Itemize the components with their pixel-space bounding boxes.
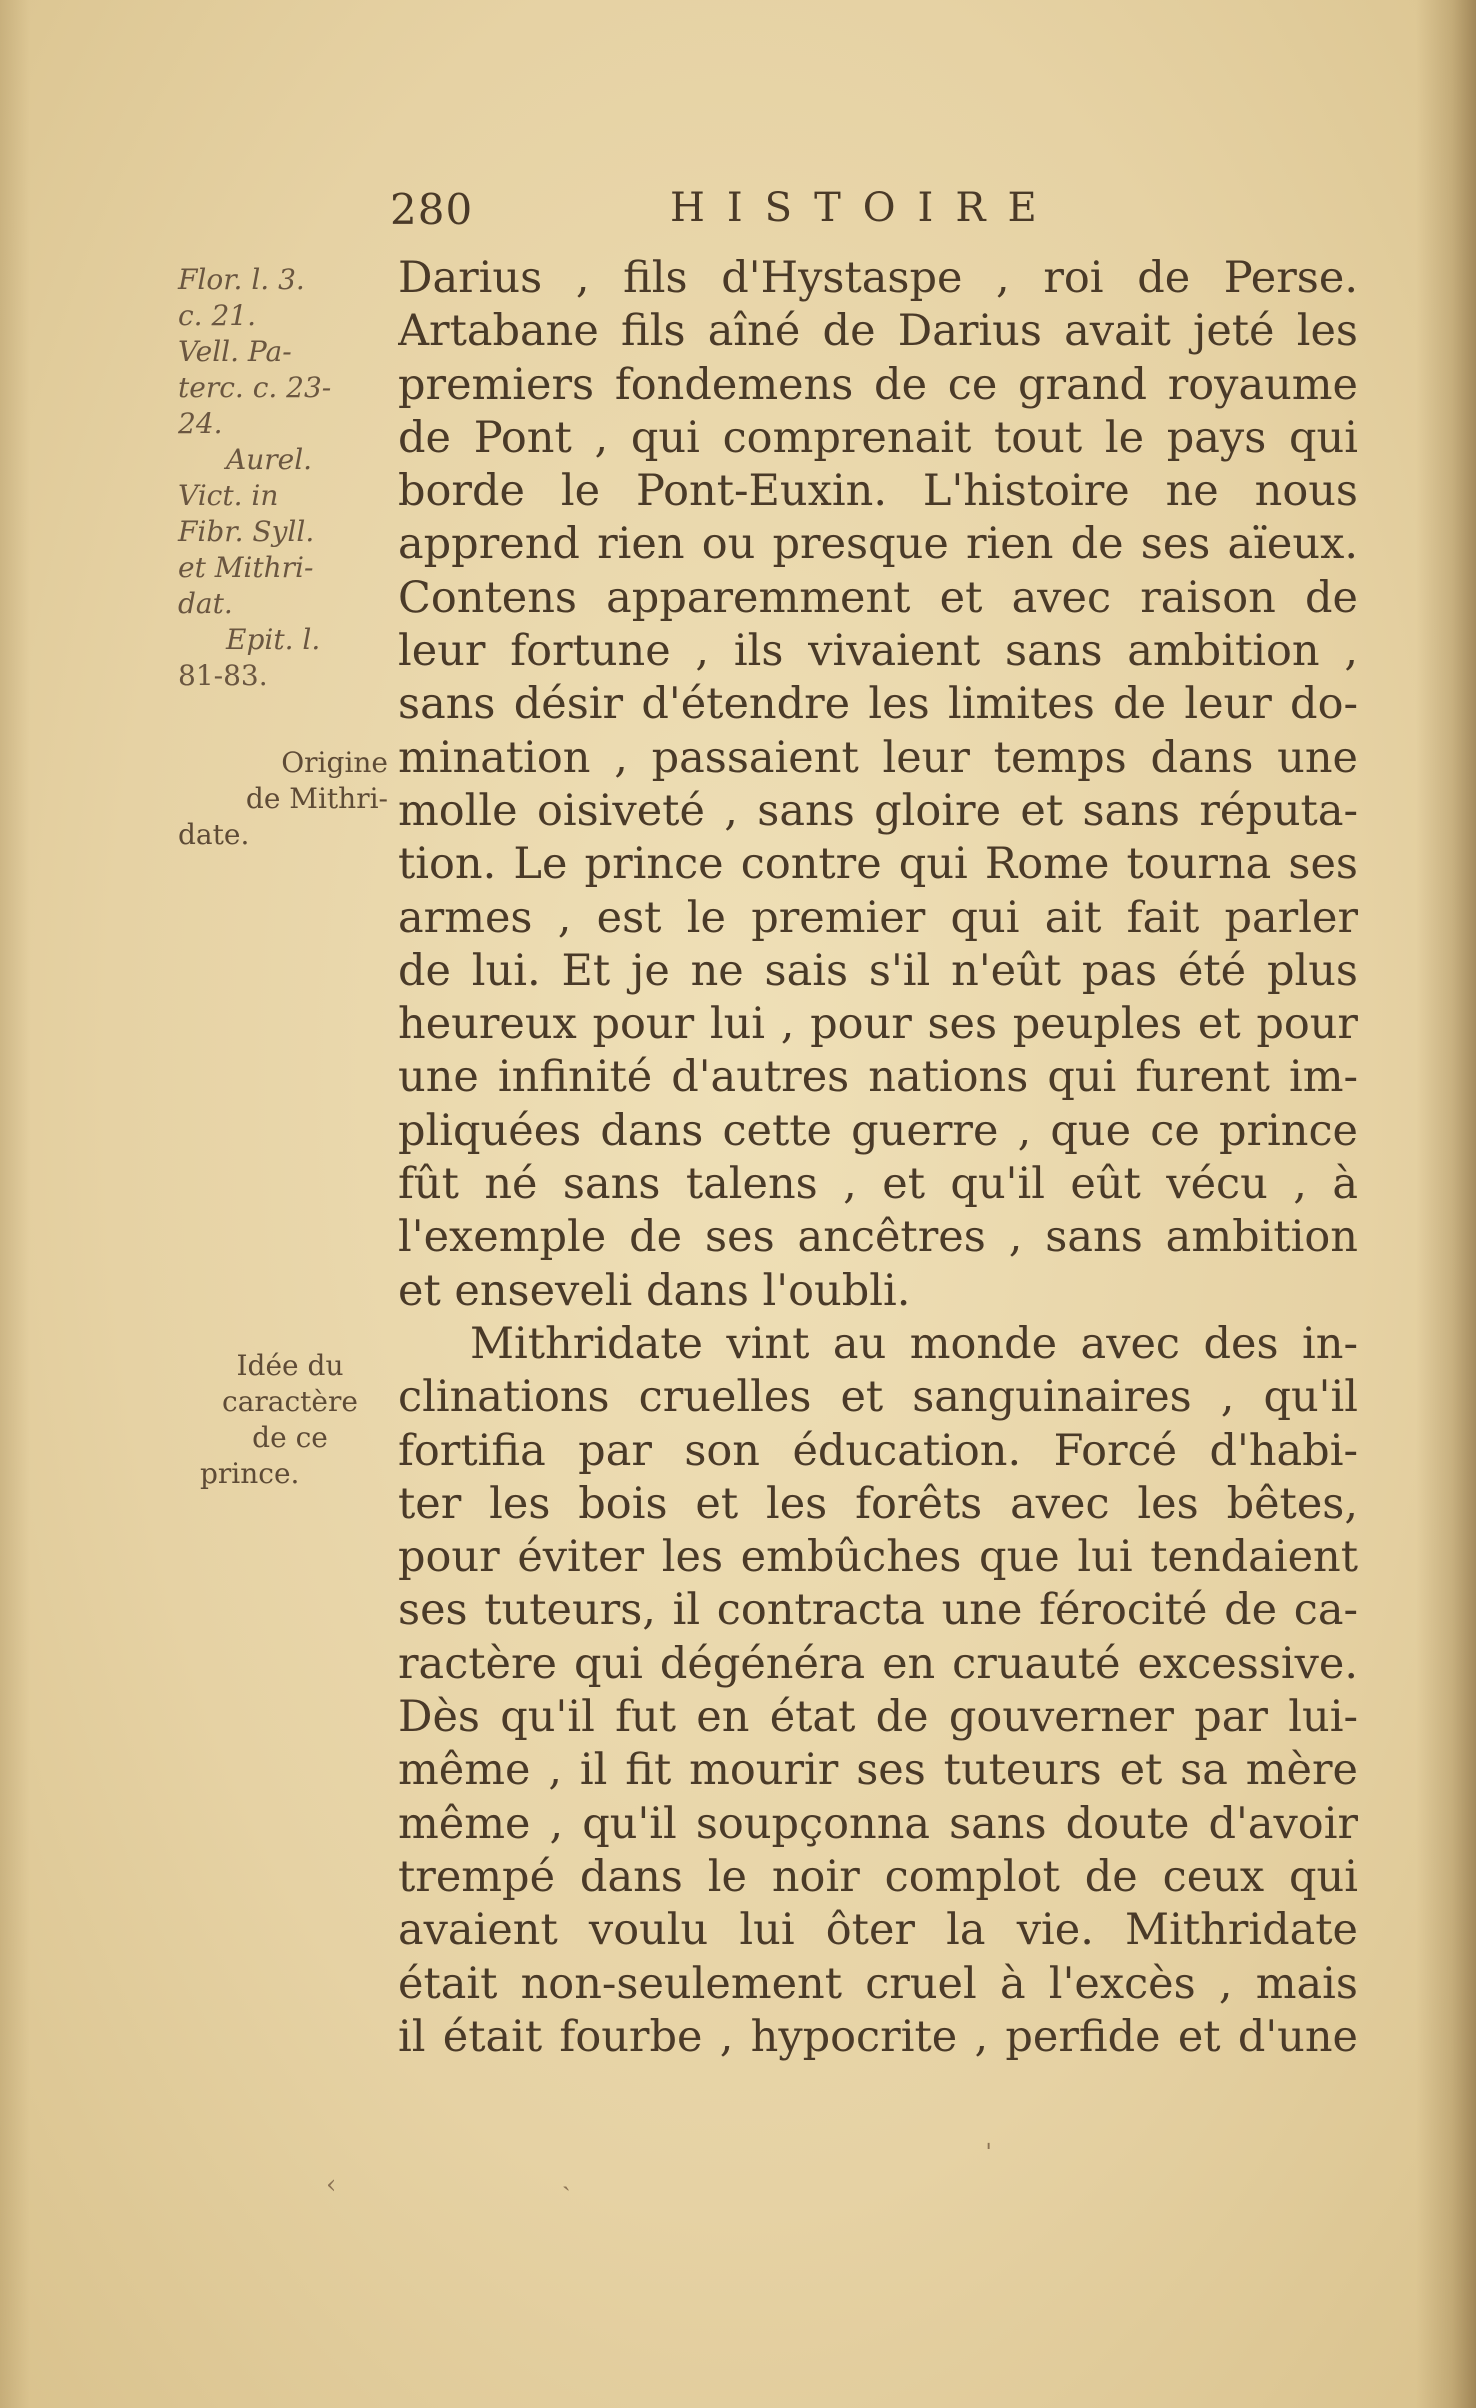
body-line: armes , est le premier qui ait fait parler bbox=[398, 892, 1358, 943]
body-line: Darius , fils d'Hystaspe , roi de Perse. bbox=[398, 253, 1358, 303]
body-line: premiers fondemens de ce grand royaume bbox=[398, 359, 1358, 410]
body-line: était non-seulement cruel à l'excès , mais bbox=[398, 1958, 1358, 2009]
margin-note-line: caractère bbox=[222, 1385, 358, 1418]
body-line: l'exemple de ses ancêtres , sans ambition bbox=[398, 1212, 1358, 1263]
margin-reference: Aurel. bbox=[226, 443, 313, 476]
margin-note-line: Origine bbox=[281, 746, 388, 779]
body-text bbox=[398, 252, 1358, 2064]
body-line: ter les bois et les forêts avec les bêtes, bbox=[398, 1478, 1358, 1529]
running-title: HISTOIRE bbox=[670, 185, 1059, 231]
page-number: 280 bbox=[390, 185, 474, 234]
margin-reference: 24. bbox=[178, 407, 223, 440]
margin-reference: dat. bbox=[178, 587, 233, 620]
margin-note-line: prince. bbox=[200, 1457, 300, 1490]
margin-reference: 81-83. bbox=[178, 659, 268, 692]
margin-reference: Epit. l. bbox=[226, 623, 321, 656]
paper-speck: ‹ bbox=[326, 2170, 337, 2200]
margin-reference: et Mithri- bbox=[178, 551, 314, 584]
paper-speck: ˎ bbox=[562, 2162, 571, 2192]
body-line: tion. Le prince contre qui Rome tourna ses bbox=[398, 839, 1358, 890]
body-line: Artabane fils aîné de Darius avait jeté les bbox=[398, 306, 1358, 357]
margin-references bbox=[178, 262, 388, 694]
page-header bbox=[390, 185, 1110, 245]
body-line: pliquées dans cette guerre , que ce prince bbox=[398, 1105, 1358, 1156]
body-line: trempé dans le noir complot de ceux qui bbox=[398, 1851, 1358, 1902]
body-line: fortifia par son éducation. Forcé d'habi- bbox=[398, 1425, 1358, 1476]
body-line: borde le Pont-Euxin. L'histoire ne nous bbox=[398, 466, 1358, 517]
body-line: et enseveli dans l'oubli. bbox=[398, 1265, 911, 1316]
body-line: clinations cruelles et sanguinaires , qu'il bbox=[398, 1372, 1358, 1423]
body-line: heureux pour lui , pour ses peuples et pour bbox=[398, 999, 1358, 1050]
margin-note-line: Idée du bbox=[236, 1349, 344, 1382]
body-line: ses tuteurs, il contracta une férocité de ca- bbox=[398, 1585, 1358, 1636]
body-line: pour éviter les embûches que lui tendaient bbox=[398, 1532, 1358, 1583]
margin-note-line: de Mithri- bbox=[245, 782, 388, 815]
margin-reference: c. 21. bbox=[178, 299, 257, 332]
margin-reference: Flor. l. 3. bbox=[178, 263, 305, 296]
body-line: sans désir d'étendre les limites de leur do- bbox=[398, 679, 1358, 730]
body-line: apprend rien ou presque rien de ses aïeux. bbox=[398, 519, 1358, 570]
margin-reference: Vict. in bbox=[178, 479, 279, 512]
body-line: fût né sans talens , et qu'il eût vécu , à bbox=[398, 1159, 1358, 1210]
margin-note-line: date. bbox=[178, 818, 250, 851]
body-line: avaient voulu lui ôter la vie. Mithridate bbox=[398, 1905, 1358, 1956]
body-line: Dès qu'il fut en état de gouverner par lui- bbox=[398, 1692, 1358, 1743]
margin-note-idee bbox=[200, 1348, 380, 1492]
margin-note-origine bbox=[178, 745, 388, 853]
margin-reference: terc. c. 23- bbox=[178, 371, 332, 404]
body-line: leur fortune , ils vivaient sans ambition , bbox=[398, 626, 1358, 677]
body-line: Mithridate vint au monde avec des in- bbox=[470, 1318, 1358, 1369]
body-line: mination , passaient leur temps dans une bbox=[398, 732, 1358, 783]
body-line: ractère qui dégénéra en cruauté excessive. bbox=[398, 1638, 1358, 1689]
body-line: une infinité d'autres nations qui furent im- bbox=[398, 1052, 1358, 1103]
body-line: molle oisiveté , sans gloire et sans réputa- bbox=[398, 785, 1358, 836]
body-line: de Pont , qui comprenait tout le pays qui bbox=[398, 412, 1358, 463]
margin-reference: Fibr. Syll. bbox=[178, 515, 315, 548]
paper-speck: ˈ bbox=[985, 2140, 993, 2170]
page-gutter-shadow bbox=[1416, 0, 1476, 2408]
margin-reference: Vell. Pa- bbox=[178, 335, 292, 368]
body-line: même , il fit mourir ses tuteurs et sa mère bbox=[398, 1745, 1358, 1796]
body-line: il était fourbe , hypocrite , perfide et d'une bbox=[398, 2011, 1358, 2062]
body-line: de lui. Et je ne sais s'il n'eût pas été plus bbox=[398, 945, 1358, 996]
body-line: Contens apparemment et avec raison de bbox=[398, 572, 1358, 623]
margin-note-line: de ce bbox=[252, 1421, 328, 1454]
page-edge-shadow bbox=[0, 0, 30, 2408]
body-line: même , qu'il soupçonna sans doute d'avoir bbox=[398, 1798, 1358, 1849]
